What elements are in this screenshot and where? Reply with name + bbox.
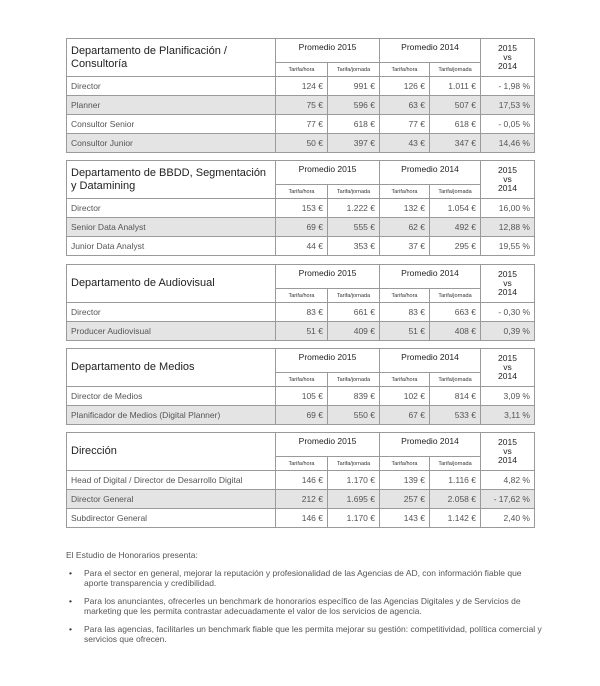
daily-2015-cell: 1.170 € [328, 471, 380, 490]
table-row [67, 237, 535, 256]
vs-year-bottom: 2014 [498, 183, 517, 193]
subheader-rate-hour: Tarifa/hora [276, 185, 328, 199]
role-cell: Director [67, 77, 276, 96]
header-avg-2015: Promedio 2015 [276, 161, 380, 185]
hourly-2014-cell: 139 € [380, 471, 430, 490]
subheader-rate-day: Tarifa/jornada [328, 185, 380, 199]
subheader-rate-hour: Tarifa/hora [380, 457, 430, 471]
vs-label: vs [503, 278, 512, 288]
vs-label: vs [503, 446, 512, 456]
description-item-text: Para las agencias, facilitarles un benchmark fiable que les permita mejorar su gestión: competitividad, política comercial y servicios que ofrecen. [84, 624, 542, 644]
hourly-2014-cell: 143 € [380, 509, 430, 528]
section-title: Departamento de Planificación / Consultoría [67, 39, 276, 77]
vs-label: vs [503, 362, 512, 372]
daily-2014-cell: 347 € [430, 134, 481, 153]
bullet-icon: • [69, 624, 72, 634]
variation-cell: 0,39 % [481, 322, 535, 341]
subheader-rate-hour: Tarifa/hora [276, 63, 328, 77]
variation-cell: - 17,62 % [481, 490, 535, 509]
hourly-2014-cell: 51 € [380, 322, 430, 341]
hourly-2014-cell: 37 € [380, 237, 430, 256]
daily-2015-cell: 1.170 € [328, 509, 380, 528]
header-avg-2014: Promedio 2014 [380, 433, 481, 457]
description-item-text: Para los anunciantes, ofrecerles un benchmark de honorarios específico de las Agencias Digitales y de Servicios de marketing que les permita contrastar adecuadamente el valor de los servicios de agencia. [84, 596, 521, 616]
hourly-2015-cell: 124 € [276, 77, 328, 96]
hourly-2015-cell: 212 € [276, 490, 328, 509]
variation-cell: 19,55 % [481, 237, 535, 256]
header-avg-2015: Promedio 2015 [276, 349, 380, 373]
daily-2014-cell: 814 € [430, 387, 481, 406]
header-avg-2015: Promedio 2015 [276, 265, 380, 289]
hourly-2015-cell: 146 € [276, 509, 328, 528]
hourly-2014-cell: 126 € [380, 77, 430, 96]
table-row [67, 406, 535, 425]
daily-2015-cell: 596 € [328, 96, 380, 115]
table-row [67, 218, 535, 237]
rate-table [66, 38, 535, 153]
hourly-2014-cell: 132 € [380, 199, 430, 218]
description-item [66, 624, 546, 644]
subheader-rate-day: Tarifa/jornada [430, 63, 481, 77]
vs-year-top: 2015 [498, 165, 517, 175]
header-variation [481, 349, 535, 387]
role-cell: Junior Data Analyst [67, 237, 276, 256]
rate-table [66, 432, 535, 528]
hourly-2015-cell: 77 € [276, 115, 328, 134]
subheader-rate-day: Tarifa/jornada [430, 457, 481, 471]
table-row [67, 471, 535, 490]
role-cell: Producer Audiovisual [67, 322, 276, 341]
daily-2015-cell: 353 € [328, 237, 380, 256]
hourly-2015-cell: 105 € [276, 387, 328, 406]
variation-cell: - 0,05 % [481, 115, 535, 134]
variation-cell: 12,88 % [481, 218, 535, 237]
role-cell: Consultor Junior [67, 134, 276, 153]
header-avg-2014: Promedio 2014 [380, 349, 481, 373]
description-intro: El Estudio de Honorarios presenta: [66, 550, 198, 560]
daily-2014-cell: 2.058 € [430, 490, 481, 509]
subheader-rate-day: Tarifa/jornada [430, 289, 481, 303]
header-avg-2014: Promedio 2014 [380, 161, 481, 185]
section-title: Departamento de Medios [67, 349, 276, 387]
subheader-rate-day: Tarifa/jornada [328, 373, 380, 387]
table-row [67, 96, 535, 115]
hourly-2015-cell: 146 € [276, 471, 328, 490]
role-cell: Director General [67, 490, 276, 509]
vs-year-top: 2015 [498, 269, 517, 279]
table-row [67, 322, 535, 341]
variation-cell: 4,82 % [481, 471, 535, 490]
hourly-2015-cell: 69 € [276, 406, 328, 425]
variation-cell: - 0,30 % [481, 303, 535, 322]
variation-cell: 2,40 % [481, 509, 535, 528]
subheader-rate-hour: Tarifa/hora [380, 289, 430, 303]
header-variation [481, 265, 535, 303]
header-avg-2014: Promedio 2014 [380, 265, 481, 289]
daily-2014-cell: 295 € [430, 237, 481, 256]
subheader-rate-hour: Tarifa/hora [276, 457, 328, 471]
header-variation [481, 161, 535, 199]
vs-year-top: 2015 [498, 43, 517, 53]
table-row [67, 115, 535, 134]
subheader-rate-day: Tarifa/jornada [328, 63, 380, 77]
role-cell: Director [67, 303, 276, 322]
table-row [67, 134, 535, 153]
role-cell: Head of Digital / Director de Desarrollo Digital [67, 471, 276, 490]
daily-2014-cell: 618 € [430, 115, 481, 134]
vs-year-bottom: 2014 [498, 61, 517, 71]
daily-2015-cell: 618 € [328, 115, 380, 134]
daily-2014-cell: 1.054 € [430, 199, 481, 218]
bullet-icon: • [69, 596, 72, 606]
daily-2014-cell: 1.116 € [430, 471, 481, 490]
daily-2015-cell: 839 € [328, 387, 380, 406]
daily-2015-cell: 555 € [328, 218, 380, 237]
daily-2015-cell: 397 € [328, 134, 380, 153]
daily-2015-cell: 991 € [328, 77, 380, 96]
description-list [66, 568, 546, 644]
bullet-icon: • [69, 568, 72, 578]
table-row [67, 199, 535, 218]
subheader-rate-hour: Tarifa/hora [380, 185, 430, 199]
description-section [66, 550, 546, 652]
header-variation [481, 39, 535, 77]
subheader-rate-day: Tarifa/jornada [328, 457, 380, 471]
vs-year-bottom: 2014 [498, 371, 517, 381]
vs-label: vs [503, 174, 512, 184]
vs-label: vs [503, 52, 512, 62]
daily-2015-cell: 1.222 € [328, 199, 380, 218]
section-title: Dirección [67, 433, 276, 471]
hourly-2014-cell: 83 € [380, 303, 430, 322]
hourly-2014-cell: 102 € [380, 387, 430, 406]
table-row [67, 490, 535, 509]
rate-table [66, 348, 535, 425]
daily-2014-cell: 663 € [430, 303, 481, 322]
hourly-2015-cell: 69 € [276, 218, 328, 237]
vs-year-bottom: 2014 [498, 287, 517, 297]
rate-table [66, 264, 535, 341]
daily-2015-cell: 1.695 € [328, 490, 380, 509]
table-row [67, 77, 535, 96]
rate-table [66, 160, 535, 256]
vs-year-top: 2015 [498, 437, 517, 447]
subheader-rate-hour: Tarifa/hora [276, 289, 328, 303]
table-row [67, 303, 535, 322]
hourly-2015-cell: 75 € [276, 96, 328, 115]
vs-year-top: 2015 [498, 353, 517, 363]
hourly-2014-cell: 62 € [380, 218, 430, 237]
subheader-rate-day: Tarifa/jornada [430, 373, 481, 387]
section-title: Departamento de BBDD, Segmentación y Datamining [67, 161, 276, 199]
daily-2015-cell: 661 € [328, 303, 380, 322]
daily-2014-cell: 1.011 € [430, 77, 481, 96]
hourly-2014-cell: 77 € [380, 115, 430, 134]
daily-2014-cell: 492 € [430, 218, 481, 237]
variation-cell: 16,00 % [481, 199, 535, 218]
vs-year-bottom: 2014 [498, 455, 517, 465]
role-cell: Senior Data Analyst [67, 218, 276, 237]
subheader-rate-day: Tarifa/jornada [328, 289, 380, 303]
description-item [66, 596, 546, 616]
hourly-2014-cell: 257 € [380, 490, 430, 509]
role-cell: Consultor Senior [67, 115, 276, 134]
hourly-2015-cell: 153 € [276, 199, 328, 218]
role-cell: Director [67, 199, 276, 218]
daily-2015-cell: 409 € [328, 322, 380, 341]
hourly-2015-cell: 44 € [276, 237, 328, 256]
daily-2014-cell: 1.142 € [430, 509, 481, 528]
table-row [67, 509, 535, 528]
section-title: Departamento de Audiovisual [67, 265, 276, 303]
hourly-2014-cell: 63 € [380, 96, 430, 115]
role-cell: Planificador de Medios (Digital Planner) [67, 406, 276, 425]
header-variation [481, 433, 535, 471]
subheader-rate-hour: Tarifa/hora [276, 373, 328, 387]
description-item [66, 568, 546, 588]
daily-2014-cell: 533 € [430, 406, 481, 425]
variation-cell: 3,11 % [481, 406, 535, 425]
hourly-2015-cell: 83 € [276, 303, 328, 322]
variation-cell: 14,46 % [481, 134, 535, 153]
hourly-2014-cell: 67 € [380, 406, 430, 425]
variation-cell: 17,53 % [481, 96, 535, 115]
description-item-text: Para el sector en general, mejorar la reputación y profesionalidad de las Agencias de AD, con información fiable que aporte transparencia y credibilidad. [84, 568, 522, 588]
hourly-2014-cell: 43 € [380, 134, 430, 153]
hourly-2015-cell: 50 € [276, 134, 328, 153]
role-cell: Subdirector General [67, 509, 276, 528]
role-cell: Planner [67, 96, 276, 115]
subheader-rate-hour: Tarifa/hora [380, 373, 430, 387]
daily-2014-cell: 408 € [430, 322, 481, 341]
subheader-rate-day: Tarifa/jornada [430, 185, 481, 199]
role-cell: Director de Medios [67, 387, 276, 406]
header-avg-2015: Promedio 2015 [276, 433, 380, 457]
table-row [67, 387, 535, 406]
variation-cell: - 1,98 % [481, 77, 535, 96]
daily-2015-cell: 550 € [328, 406, 380, 425]
hourly-2015-cell: 51 € [276, 322, 328, 341]
subheader-rate-hour: Tarifa/hora [380, 63, 430, 77]
variation-cell: 3,09 % [481, 387, 535, 406]
header-avg-2014: Promedio 2014 [380, 39, 481, 63]
header-avg-2015: Promedio 2015 [276, 39, 380, 63]
daily-2014-cell: 507 € [430, 96, 481, 115]
